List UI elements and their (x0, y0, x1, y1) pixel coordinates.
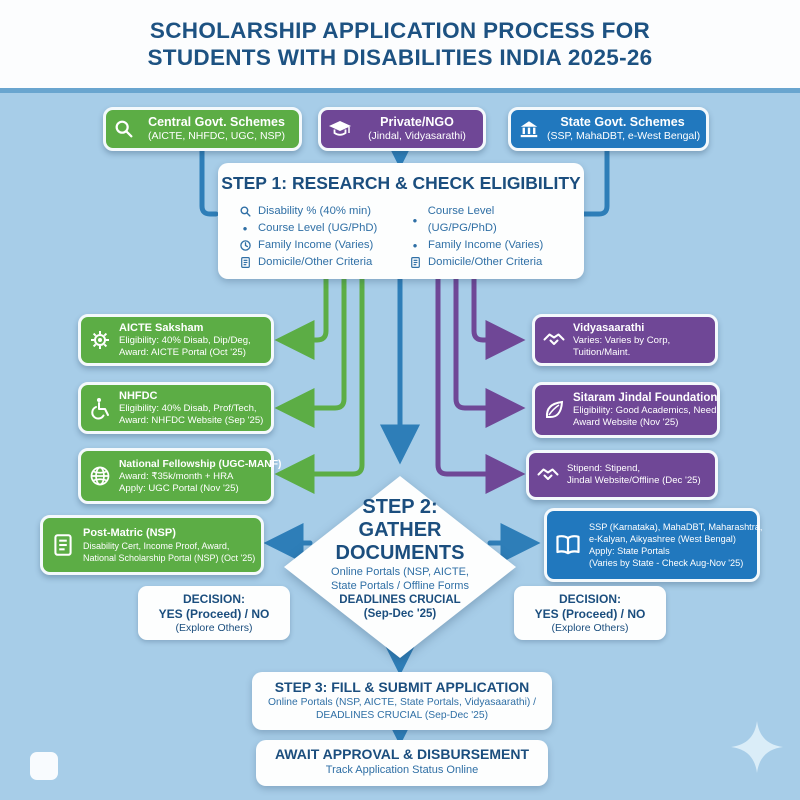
card-line: Award: ₹35k/month + HRA (119, 470, 234, 482)
card-line: Eligibility: Good Academics, Need. (573, 404, 720, 416)
eligibility-text: Course Level (UG/PhD) (258, 222, 378, 234)
step1-right-column (394, 203, 564, 271)
eligibility-item (408, 203, 564, 237)
card-line: SSP (Karnataka), MahaDBT, Maharashtra, (589, 522, 763, 532)
step2-body-line: State Portals / Offline Forms (331, 580, 469, 592)
step2-deadline-line: DEADLINES CRUCIAL (339, 594, 461, 606)
header-title: Private/NGO (380, 115, 454, 129)
eligibility-text: Family Income (Varies) (428, 239, 544, 251)
card-national-fellowship (78, 448, 282, 504)
card-line: Eligibility: 40% Disab, Dip/Deg, (119, 334, 251, 346)
eligibility-item (238, 254, 394, 271)
bullet-icon (238, 220, 252, 237)
decision-options: YES (Proceed) / NO (158, 606, 270, 621)
card-line: Tuition/Maint. (573, 346, 631, 358)
eligibility-text: Domicile/Other Criteria (428, 256, 543, 268)
clock-icon (238, 239, 252, 252)
card-line: Award: AICTE Portal (Oct '25) (119, 346, 246, 358)
document-icon (408, 256, 422, 269)
card-line: (Varies by State - Check Aug-Nov '25) (589, 558, 744, 568)
bullet-icon (408, 237, 422, 254)
card-stipend (526, 450, 718, 500)
handshake-icon (536, 463, 560, 487)
card-state-schemes (544, 508, 763, 582)
card-line: Award Website (Nov '25) (573, 416, 679, 428)
card-title: Post-Matric (NSP) (83, 526, 176, 539)
header-state-govt (508, 107, 709, 151)
card-line: e-Kalyan, Aikyashree (West Bengal) (589, 534, 736, 544)
card-line: Apply: State Portals (589, 546, 670, 556)
header-private-ngo (318, 107, 486, 151)
step3-line: DEADLINES CRUCIAL (Sep-Dec '25) (315, 710, 489, 721)
card-post-matric-nsp (40, 515, 264, 575)
step3-line: Online Portals (NSP, AICTE, State Portals, Vidyasaarathi) / (267, 697, 537, 708)
eligibility-text: Course Level (UG/PG/PhD) (427, 205, 497, 234)
step3-title: STEP 3: FILL & SUBMIT APPLICATION (274, 679, 530, 695)
step3-box (252, 672, 552, 730)
step1-title: STEP 1: RESEARCH & CHECK ELIGIBILITY (221, 173, 581, 193)
decision-note: (Explore Others) (175, 621, 253, 634)
eligibility-item (408, 254, 564, 271)
page-title-line1: SCHOLARSHIP APPLICATION PROCESS FOR (149, 18, 651, 43)
card-line: Eligibility: 40% Disab, Prof/Tech, (119, 402, 257, 414)
step2-deadline-line: (Sep-Dec '25) (363, 608, 437, 620)
card-title: NHFDC (119, 389, 158, 402)
eligibility-item (408, 237, 564, 254)
card-title: Vidyasaarathi (573, 321, 645, 334)
eligibility-item (238, 203, 394, 220)
card-aicte-saksham (78, 314, 274, 366)
government-building-icon (518, 118, 540, 140)
step2-title-line: STEP 2: (362, 496, 438, 518)
card-line: Apply: UGC Portal (Nov '25) (119, 482, 239, 494)
card-title: National Fellowship (UGC-MANF) (119, 458, 282, 470)
card-line: Stipend: Stipend, (567, 463, 641, 474)
decision-box-left (138, 586, 290, 640)
corner-decoration (30, 752, 58, 780)
open-book-icon (554, 531, 582, 559)
step2-title-line: DOCUMENTS (335, 542, 465, 564)
leaf-icon (542, 398, 566, 422)
final-subtitle: Track Application Status Online (325, 764, 479, 776)
gear-icon (88, 328, 112, 352)
step2-body-line: Online Portals (NSP, AICTE, (331, 566, 469, 578)
wheelchair-icon (88, 396, 112, 420)
card-vidyasaarathi (532, 314, 718, 366)
search-icon (113, 118, 135, 140)
step2-text (258, 496, 542, 621)
step1-box (218, 163, 584, 279)
decision-label: DECISION: (558, 591, 621, 606)
bullet-icon (408, 212, 422, 229)
sparkle-icon (730, 720, 784, 779)
title-banner (0, 0, 800, 93)
card-line: National Scholarship Portal (NSP) (Oct '25) (83, 552, 256, 563)
eligibility-text: Family Income (Varies) (258, 239, 374, 251)
card-line: Award: NHFDC Website (Sep '25) (119, 414, 264, 426)
header-central-govt (103, 107, 302, 151)
decision-note: (Explore Others) (551, 621, 629, 634)
search-icon (238, 205, 252, 218)
globe-icon (88, 464, 112, 488)
card-line: Disability Cert, Income Proof, Award, (83, 540, 230, 551)
card-title: AICTE Saksham (119, 321, 204, 334)
handshake-icon (542, 328, 566, 352)
header-subtitle: (AICTE, NHFDC, UGC, NSP) (147, 130, 286, 142)
document-icon (50, 532, 76, 558)
final-title: AWAIT APPROVAL & DISBURSEMENT (274, 746, 530, 762)
decision-options: YES (Proceed) / NO (534, 606, 646, 621)
header-title: Central Govt. Schemes (148, 115, 285, 129)
card-sitaram-jindal (532, 382, 720, 438)
document-icon (238, 256, 252, 269)
eligibility-text: Domicile/Other Criteria (258, 256, 373, 268)
step1-left-column (238, 203, 394, 271)
card-line: Varies: Varies by Corp, (573, 334, 671, 346)
header-subtitle: (SSP, MahaDBT, e-West Bengal) (547, 130, 701, 142)
eligibility-item (238, 237, 394, 254)
eligibility-text: Disability % (40% min) (258, 205, 371, 217)
page-title-line2: STUDENTS WITH DISABILITIES INDIA 2025-26 (147, 45, 653, 70)
card-line: Jindal Website/Offline (Dec '25) (567, 475, 701, 486)
card-nhfdc (78, 382, 274, 434)
eligibility-item (238, 220, 394, 237)
graduation-cap-icon (328, 117, 352, 141)
final-box (256, 740, 548, 786)
decision-label: DECISION: (182, 591, 245, 606)
header-subtitle: (Jindal, Vidyasarathi) (368, 130, 466, 142)
card-title: Sitaram Jindal Foundation (573, 391, 718, 404)
decision-box-right (514, 586, 666, 640)
step2-title-line: GATHER (358, 519, 442, 541)
header-title: State Govt. Schemes (560, 115, 685, 129)
